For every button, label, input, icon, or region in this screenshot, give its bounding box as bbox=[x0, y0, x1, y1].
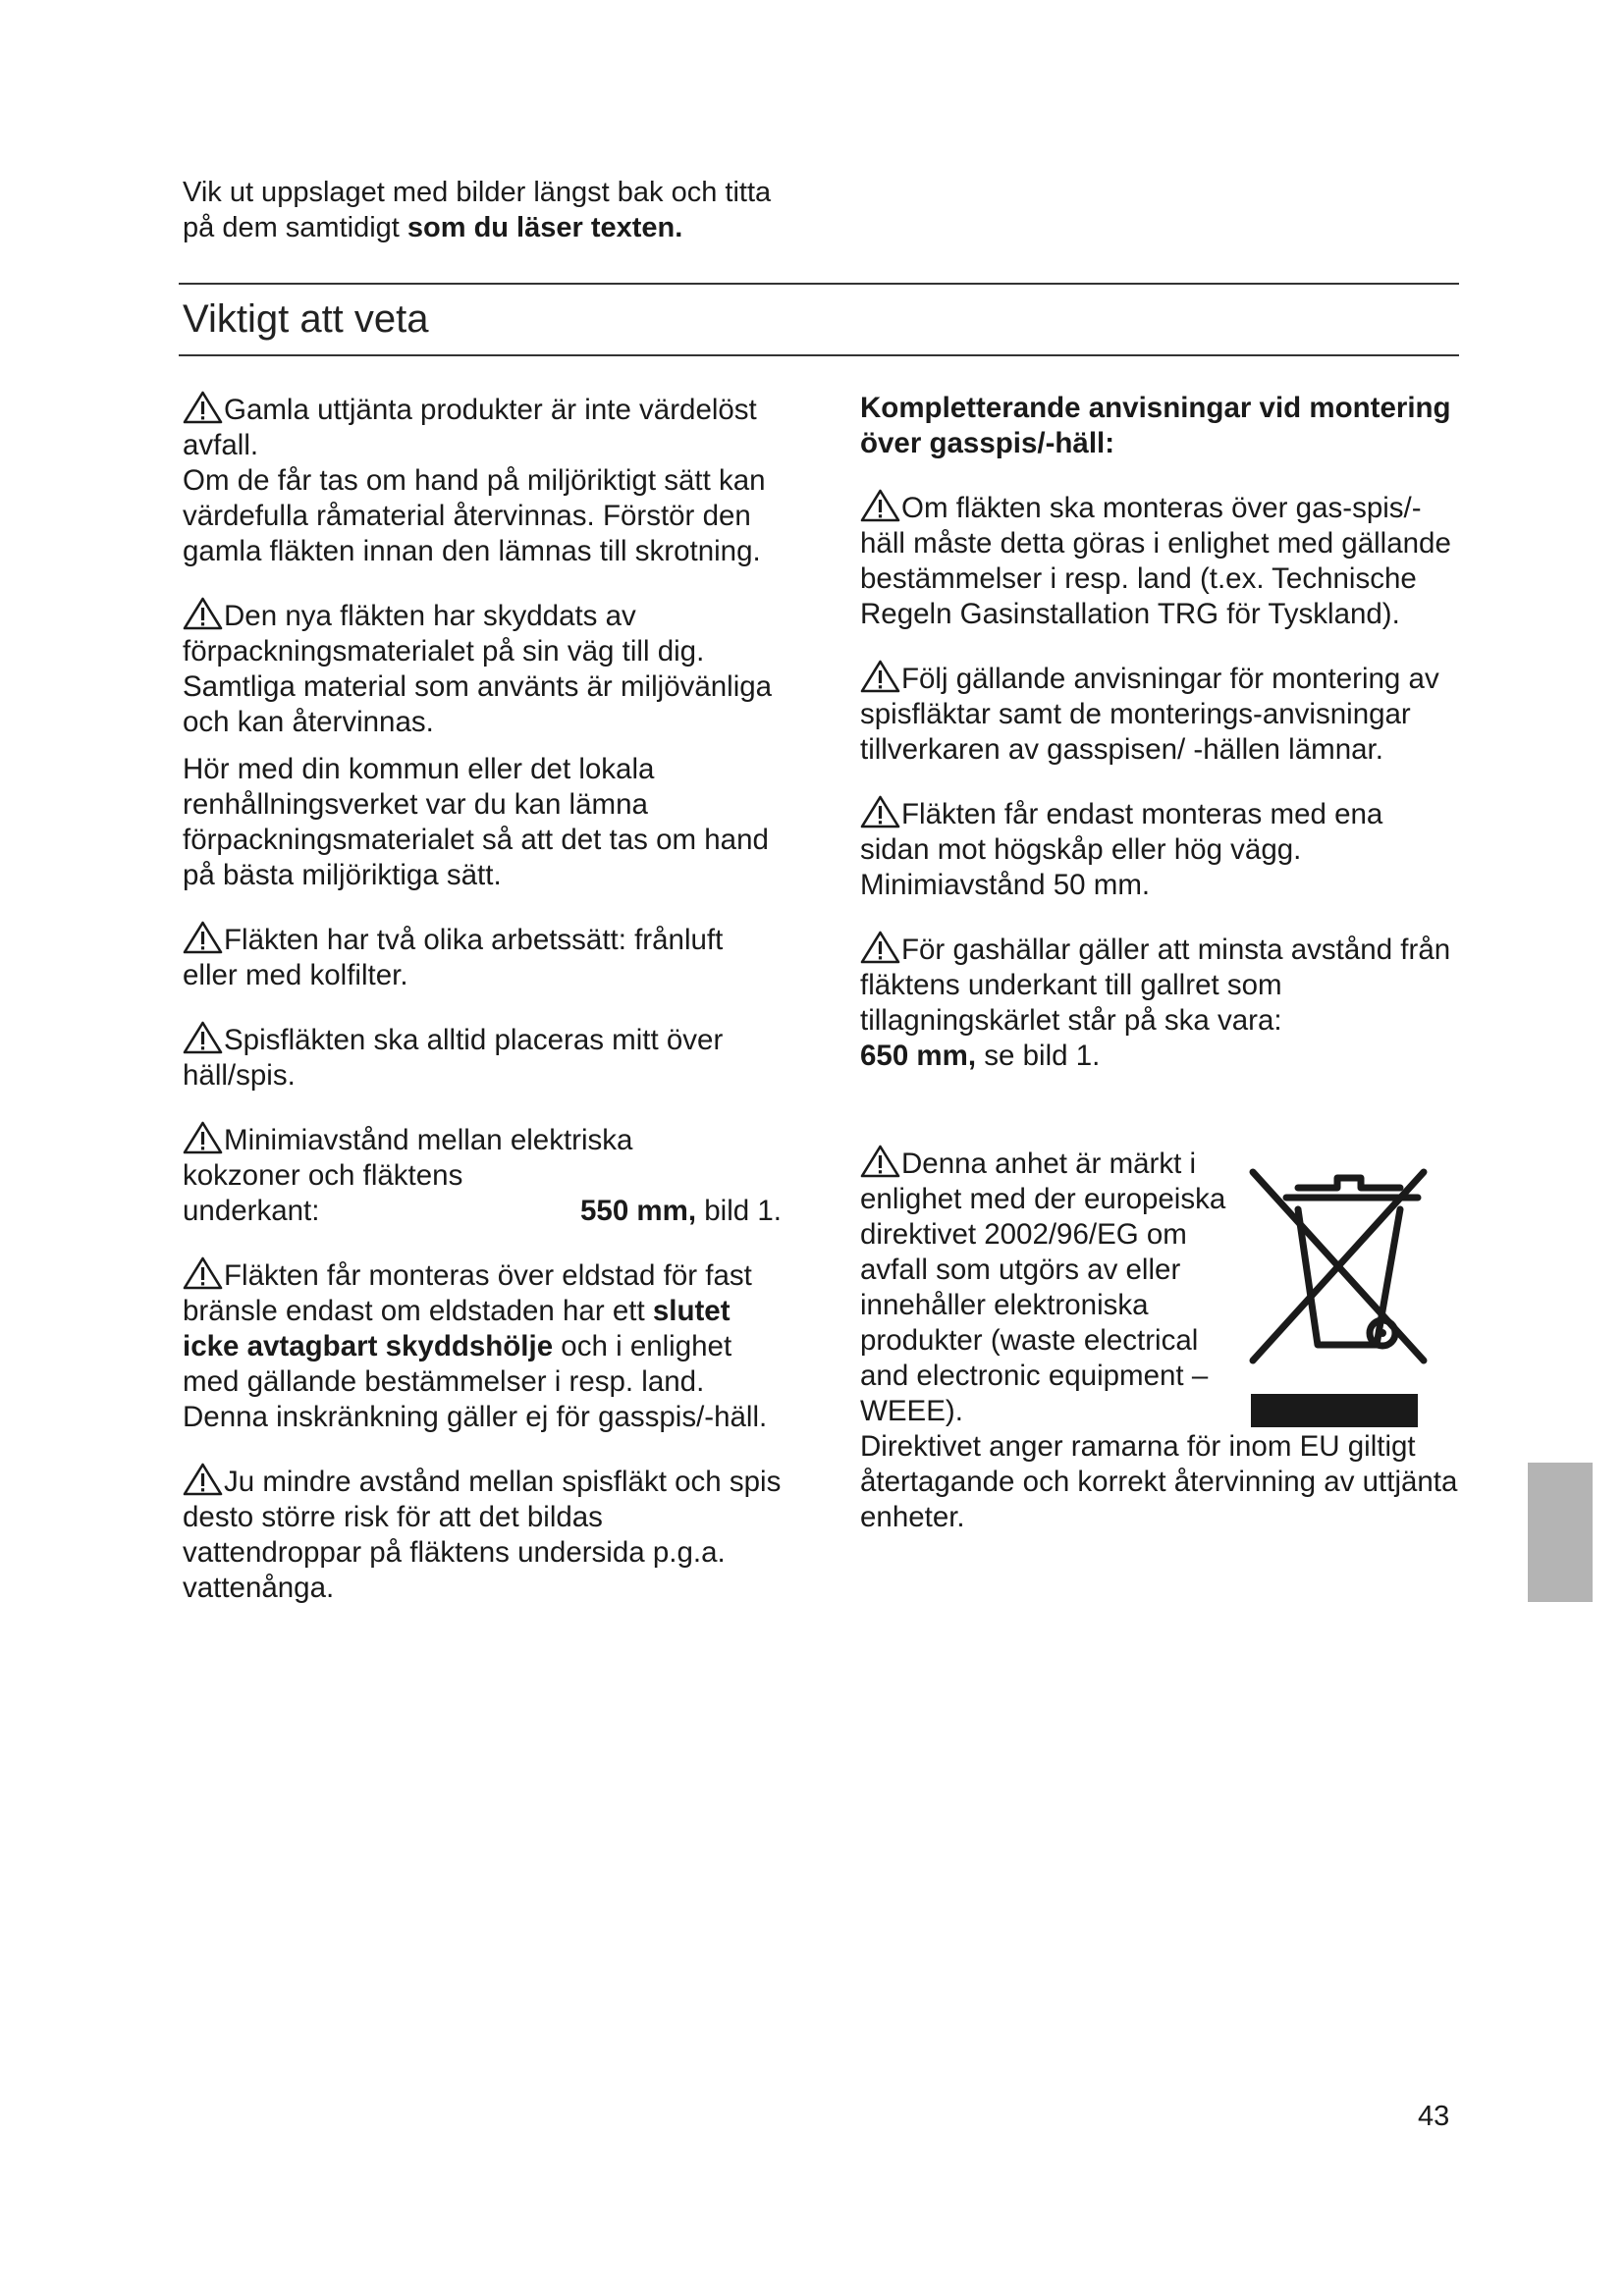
intro-line-2-text: på dem samtidigt bbox=[183, 212, 407, 243]
left-paragraph-5 bbox=[183, 1021, 782, 1094]
warning-triangle-icon bbox=[183, 597, 223, 630]
warning-triangle-icon bbox=[860, 795, 900, 828]
intro-line-2 bbox=[183, 210, 890, 245]
warning-triangle-icon bbox=[183, 1256, 223, 1290]
crossed-out-wheelie-bin-icon bbox=[1233, 1152, 1439, 1427]
left-paragraph-1 bbox=[183, 391, 782, 463]
left-p2-text: Den nya fläkten har skyddats av förpackningsmaterialet på sin väg till dig. Samtliga material som använts är miljövänliga och kan återvinnas. bbox=[183, 600, 773, 738]
left-p6-value-rest: bild 1. bbox=[696, 1195, 782, 1227]
left-column bbox=[183, 391, 782, 1606]
left-paragraph-4 bbox=[183, 921, 782, 993]
intro-line-2-bold: som du läser texten. bbox=[406, 212, 683, 243]
right-subheading-text: Kompletterande anvisningar vid montering över gasspis/-häll: bbox=[860, 392, 1451, 459]
side-tab-marker bbox=[1528, 1463, 1593, 1602]
warning-triangle-icon bbox=[183, 1021, 223, 1054]
warning-triangle-icon bbox=[183, 391, 223, 424]
left-p6-label: underkant: bbox=[183, 1195, 320, 1227]
warning-triangle-icon bbox=[860, 1145, 900, 1178]
left-p7-bold: slutet icke avtagbart skyddshölje bbox=[183, 1295, 731, 1362]
warning-triangle-icon bbox=[183, 1121, 223, 1154]
left-p6-line-1-text: Minimiavstånd mellan elektriska bbox=[224, 1124, 633, 1156]
left-p6-line-1 bbox=[183, 1121, 782, 1158]
page-number: 43 bbox=[1418, 2101, 1450, 2132]
divider-bottom bbox=[179, 354, 1459, 356]
right-subheading bbox=[860, 391, 1459, 461]
right-column bbox=[860, 391, 1459, 1535]
intro-line-1: Vik ut uppslaget med bilder längst bak och titta bbox=[183, 177, 772, 208]
left-p6-line-2: kokzoner och fläktens bbox=[183, 1159, 463, 1192]
left-paragraph-3: Hör med din kommun eller det lokala renhållningsverket var du kan lämna förpackningsmaterialet så att det tas om hand på bästa miljöriktiga sätt. bbox=[183, 753, 769, 891]
warning-triangle-icon bbox=[183, 921, 223, 954]
right-paragraph-1 bbox=[860, 489, 1459, 632]
section-title: Viktigt att veta bbox=[183, 297, 429, 341]
warning-triangle-icon bbox=[183, 1463, 223, 1496]
left-p7-post: och i enlighet med gällande bestämmelser i resp. land. Denna inskränkning gäller ej för gasspis/-häll. bbox=[183, 1330, 768, 1433]
left-paragraph-7 bbox=[183, 1256, 782, 1435]
left-p5-text: Spisfläkten ska alltid placeras mitt över häll/spis. bbox=[183, 1024, 724, 1092]
right-p4-text: För gashällar gäller att minsta avstånd från fläktens underkant till gallret som tillagningskärlet står på ska vara: bbox=[860, 934, 1451, 1037]
right-paragraph-2 bbox=[860, 660, 1459, 768]
right-p4-rest: se bild 1. bbox=[976, 1040, 1101, 1072]
right-paragraph-5 bbox=[860, 1145, 1228, 1429]
right-paragraph-3 bbox=[860, 795, 1459, 903]
left-p6-value bbox=[580, 1194, 782, 1229]
warning-triangle-icon bbox=[860, 931, 900, 964]
left-p8-text: Ju mindre avstånd mellan spisfläkt och spis desto större risk för att det bildas vattendroppar på fläktens undersida p.g.a. vattenånga. bbox=[183, 1466, 782, 1604]
left-p7-pre: Fläkten får monteras över eldstad för fast bränsle endast om eldstaden har ett bbox=[183, 1259, 752, 1327]
right-p3-text: Fläkten får endast monteras med ena sidan mot högskåp eller hög vägg. Minimiavstånd 50 mm. bbox=[860, 798, 1383, 901]
right-p1-text: Om fläkten ska monteras över gas-spis/-häll måste detta göras i enlighet med gällande bestämmelser i resp. land (t.ex. Technische Regeln Gasinstallation TRG för Tyskland). bbox=[860, 492, 1451, 630]
left-p4-text: Fläkten har två olika arbetssätt: frånluft eller med kolfilter. bbox=[183, 924, 724, 991]
left-p6-line-3 bbox=[183, 1194, 782, 1229]
left-p6-value-bold: 550 mm, bbox=[580, 1195, 697, 1227]
divider-top bbox=[179, 283, 1459, 285]
right-p5-text: Denna anhet är märkt i enlighet med der europeiska direktivet 2002/96/EG om avfall som utgörs av eller innehåller elektroniska produkter (waste electrical and electronic equipment – WEEE). bbox=[860, 1148, 1226, 1427]
left-p1-text: Gamla uttjänta produkter är inte värdelöst avfall. bbox=[183, 394, 757, 461]
weee-block bbox=[860, 1145, 1459, 1429]
left-paragraph-6 bbox=[183, 1121, 782, 1229]
warning-triangle-icon bbox=[860, 489, 900, 522]
intro-text bbox=[183, 175, 890, 245]
right-p2-text: Följ gällande anvisningar för montering av spisfläktar samt de monterings-anvisningar tillverkaren av gasspisen/ -hällen lämnar. bbox=[860, 663, 1439, 766]
left-paragraph-8 bbox=[183, 1463, 782, 1606]
left-paragraph-2 bbox=[183, 597, 782, 740]
right-paragraph-4 bbox=[860, 931, 1459, 1074]
right-p4-bold: 650 mm, bbox=[860, 1040, 977, 1072]
left-paragraph-1b: Om de får tas om hand på miljöriktigt sätt kan värdefulla råmaterial återvinnas. Förstör den gamla fläkten innan den lämnas till skrotning. bbox=[183, 464, 766, 567]
right-paragraph-6: Direktivet anger ramarna för inom EU giltigt återtagande och korrekt återvinning av uttjänta enheter. bbox=[860, 1430, 1458, 1533]
warning-triangle-icon bbox=[860, 660, 900, 693]
